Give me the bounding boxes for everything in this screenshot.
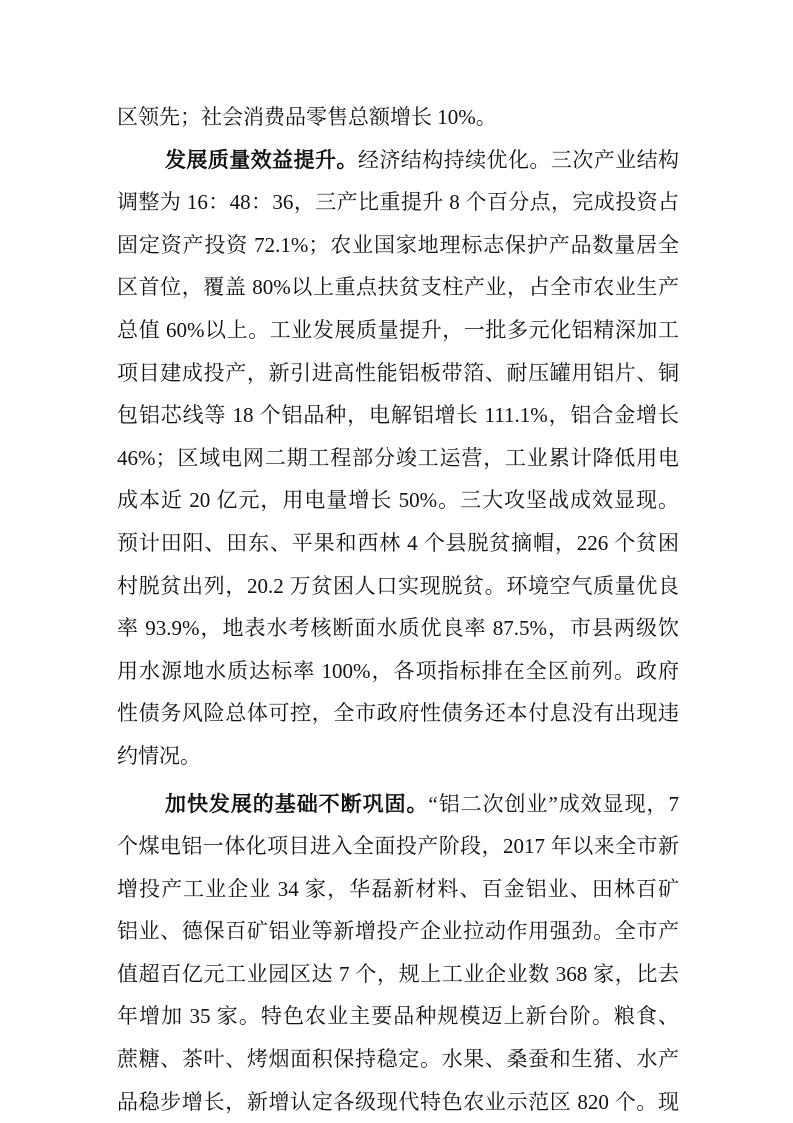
text-line: 年增加 35 家。特色农业主要品种规模迈上新台阶。粮食、 bbox=[117, 1004, 679, 1029]
paragraph-first-line bbox=[117, 139, 679, 182]
text-line: 铝业、德保百矿铝业等新增投产企业拉动作用强劲。全市产 bbox=[117, 919, 679, 944]
text-line: 调整为 16：48：36，三产比重提升 8 个百分点，完成投资占 bbox=[117, 190, 679, 215]
text-line: 区领先；社会消费品零售总额增长 10%。 bbox=[117, 105, 497, 129]
text-line: 性债务风险总体可控，全市政府性债务还本付息没有出现违 bbox=[117, 701, 679, 726]
text-line: 增投产工业企业 34 家，华磊新材料、百金铝业、田林百矿 bbox=[117, 876, 679, 901]
text-line: 个煤电铝一体化项目进入全面投产阶段，2017 年以来全市新 bbox=[117, 834, 679, 859]
text-span: 经济结构持续优化。三次产业结构 bbox=[357, 147, 680, 172]
text-line: 成本近 20 亿元，用电量增长 50%。三大攻坚战成效显现。 bbox=[117, 488, 679, 513]
text-line: 区首位，覆盖 80%以上重点扶贫支柱产业，占全市农业生产 bbox=[117, 275, 679, 300]
text-line: 值超百亿元工业园区达 7 个，规上工业企业数 368 家，比去 bbox=[117, 961, 679, 986]
text-line: 村脱贫出列，20.2 万贫困人口实现脱贫。环境空气质量优良 bbox=[117, 573, 679, 598]
text-line: 固定资产投资 72.1%；农业国家地理标志保护产品数量居全 bbox=[117, 232, 679, 257]
document-body bbox=[117, 96, 679, 1123]
text-line: 约情况。 bbox=[117, 743, 201, 768]
text-line: 总值 60%以上。工业发展质量提升，一批多元化铝精深加工 bbox=[117, 317, 679, 342]
paragraph-first-line bbox=[117, 783, 679, 826]
paragraph-heading: 发展质量效益提升。 bbox=[165, 147, 358, 172]
text-line: 率 93.9%，地表水考核断面水质优良率 87.5%，市县两级饮 bbox=[117, 616, 679, 641]
text-line: 项目建成投产，新引进高性能铝板带箔、耐压罐用铝片、铜 bbox=[117, 360, 679, 385]
text-line: 46%；区域电网二期工程部分竣工运营，工业累计降低用电 bbox=[117, 445, 679, 470]
text-line: 蔗糖、茶叶、烤烟面积保持稳定。水果、桑蚕和生猪、水产 bbox=[117, 1047, 679, 1072]
text-line: 品稳步增长，新增认定各级现代特色农业示范区 820 个。现 bbox=[117, 1089, 679, 1114]
text-line: 预计田阳、田东、平果和西林 4 个县脱贫摘帽，226 个贫困 bbox=[117, 530, 679, 555]
text-span: “铝二次创业”成效显现，7 bbox=[428, 791, 679, 816]
text-line: 包铝芯线等 18 个铝品种，电解铝增长 111.1%，铝合金增长 bbox=[117, 403, 679, 428]
paragraph-heading: 加快发展的基础不断巩固。 bbox=[165, 791, 429, 816]
text-line: 用水源地水质达标率 100%，各项指标排在全区前列。政府 bbox=[117, 658, 679, 683]
